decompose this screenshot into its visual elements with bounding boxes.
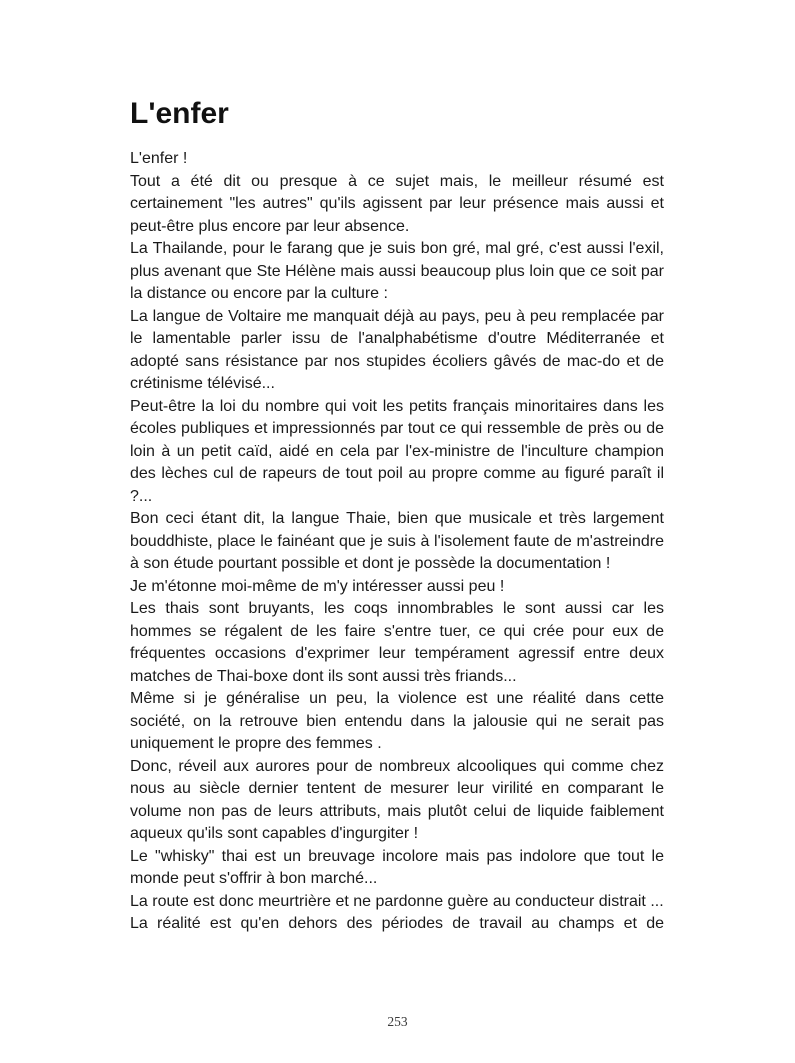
paragraph: Peut-être la loi du nombre qui voit les petits français minoritaires dans les écoles publiques et impressionnés par tout ce qui ressemble de près ou de loin à un petit caïd, aidé en cela par l'ex-ministre de l'inculture champion des lèches cul de rapeurs de tout poil au propre comme au figuré paraît il ?... [130,397,664,505]
paragraph: L'enfer ! [130,150,188,167]
paragraph: Je m'étonne moi-même de m'y intéresser aussi peu ! [130,577,505,595]
paragraph: Le "whisky" thai est un breuvage incolore mais pas indolore que tout le monde peut s'offrir à bon marché... [130,847,664,887]
paragraph: Bon ceci étant dit, la langue Thaie, bien que musicale et très largement bouddhiste, place le fainéant que je suis à l'isolement faute de m'astreindre à son étude pourtant possible et dont je possède la documentation ! [130,510,664,572]
paragraph: Tout a été dit ou presque à ce sujet mais, le meilleur résumé est certainement "les autres" qu'ils agissent par leur présence mais aussi et peut-être plus encore par leur absence. [130,172,664,235]
paragraph: La langue de Voltaire me manquait déjà au pays, peu à peu remplacée par le lamentable parler issu de l'analphabétisme d'outre Méditerranée et adopté sans résistance par nos stupides écoliers gâvés de mac-do et de crétinisme télévisé... [130,307,664,392]
paragraph-container [130,148,664,936]
paragraph: Les thais sont bruyants, les coqs innombrables le sont aussi car les hommes se régalent de les faire s'entre tuer, ce qui crée pour eux de fréquentes occasions d'exprimer leur tempérament agressif entre deux matches de Thai-boxe dont ils sont aussi très friands... [130,600,664,685]
chapter-title: L'enfer [130,97,229,130]
text-block [130,97,664,936]
paragraph: Donc, réveil aux aurores pour de nombreux alcooliques qui comme chez nous au siècle dernier tentent de mesurer leur virilité en comparant le volume non pas de leurs attributs, mais plutôt celui de liquide faiblement aqueux qu'ils sont capables d'ingurgiter ! [130,757,664,842]
paragraph: La Thailande, pour le farang que je suis bon gré, mal gré, c'est aussi l'exil, plus avenant que Ste Hélène mais aussi beaucoup plus loin que ce soit par la distance ou encore par la culture : [130,240,664,302]
paragraph: La route est donc meurtrière et ne pardonne guère au conducteur distrait ... [130,892,664,910]
paragraph: Même si je généralise un peu, la violence est une réalité dans cette société, on la retrouve bien entendu dans la jalousie qui ne serait pas uniquement le propre des femmes . [130,690,664,752]
page-number: 253 [387,1014,408,1029]
paragraph: La réalité est qu'en dehors des périodes de travail au champs et de [130,915,664,932]
